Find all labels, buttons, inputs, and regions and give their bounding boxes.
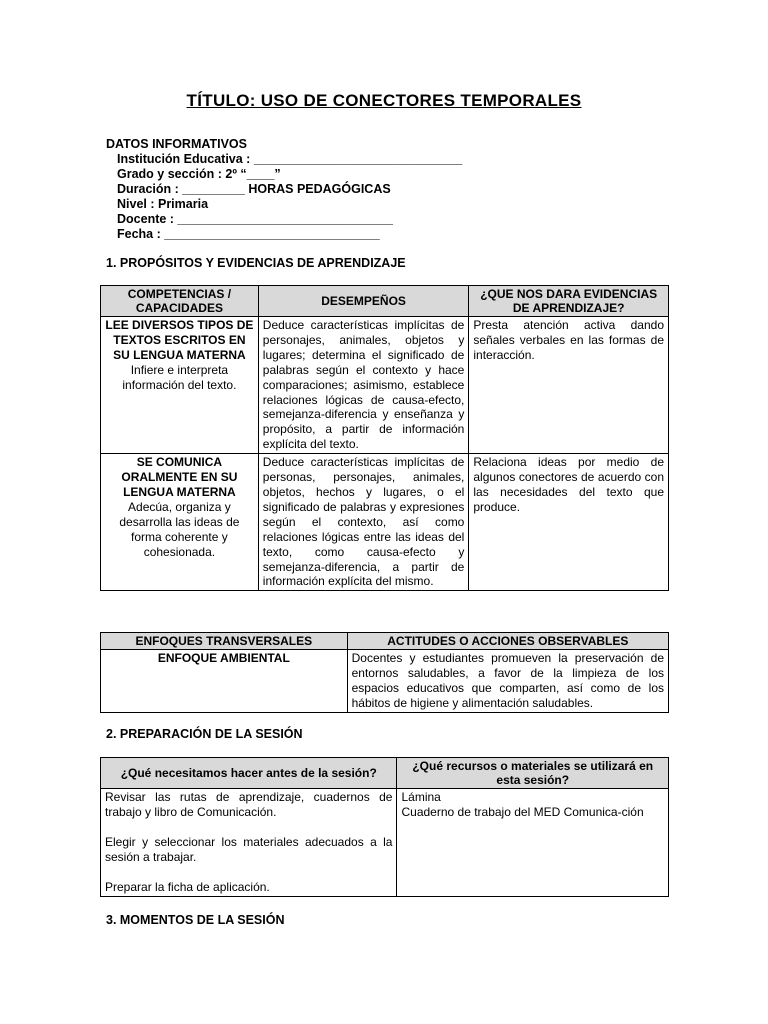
recursos-cell xyxy=(397,789,669,897)
antes-item: Revisar las rutas de aprendizaje, cuadernos de trabajo y libro de Comunicación. xyxy=(105,790,393,819)
competencia-label: SE COMUNICA ORALMENTE EN SU LENGUA MATERNA xyxy=(121,455,238,499)
datos-heading: DATOS INFORMATIVOS xyxy=(106,137,247,151)
competencia-label: LEE DIVERSOS TIPOS DE TEXTOS ESCRITOS EN SU LENGUA MATERNA xyxy=(105,318,254,362)
enfoques-table xyxy=(100,632,669,713)
table-row xyxy=(101,789,669,897)
recurso-item: Cuaderno de trabajo del MED Comunica-ción xyxy=(401,804,644,819)
document-title: TÍTULO: USO DE CONECTORES TEMPORALES xyxy=(186,91,582,110)
table-header: ACTITUDES O ACCIONES OBSERVABLES xyxy=(347,633,668,650)
section-2-heading: 2. PREPARACIÓN DE LA SESIÓN xyxy=(106,727,303,741)
table-header: ENFOQUES TRANSVERSALES xyxy=(101,633,348,650)
table-header-row xyxy=(101,633,669,650)
fecha-field: Fecha : _______________________________ xyxy=(117,227,380,241)
table-row xyxy=(101,650,669,713)
table-header-row xyxy=(101,286,669,317)
evidencia-cell: Relaciona ideas por medio de algunos conectores de acuerdo con las necesidades del texto que produce. xyxy=(469,454,669,591)
table-header-row xyxy=(101,758,669,789)
preparacion-table xyxy=(100,757,669,897)
duracion-field: Duración : _________ HORAS PEDAGÓGICAS xyxy=(117,182,391,196)
antes-item: Preparar la ficha de aplicación. xyxy=(105,879,270,894)
actitudes-cell: Docentes y estudiantes promueven la preservación de entornos saludables, a favor de la limpieza de los espacios educativos que comparten, así como de los hábitos de higiene y alimentación saludables. xyxy=(347,650,668,713)
capacidad-label: Infiere e interpreta información del texto. xyxy=(122,362,237,392)
table-header: ¿QUE NOS DARA EVIDENCIAS DE APRENDIZAJE? xyxy=(469,286,669,317)
propositos-table xyxy=(100,285,669,591)
antes-cell xyxy=(101,789,397,897)
section-1-heading: 1. PROPÓSITOS Y EVIDENCIAS DE APRENDIZAJE xyxy=(106,256,406,270)
competencia-cell xyxy=(101,317,259,454)
desempeno-cell: Deduce características implícitas de personas, personajes, animales, objetos, hechos y lugares, o el significado de palabras y expresiones según el contexto, así como relaciones lógicas entre las ideas del texto, como causa-efecto y semejanza-diferencia, a partir de información explícita del mismo. xyxy=(258,454,469,591)
table-header: COMPETENCIAS / CAPACIDADES xyxy=(101,286,259,317)
table-row xyxy=(101,317,669,454)
section-3-heading: 3. MOMENTOS DE LA SESIÓN xyxy=(106,913,285,927)
institucion-field: Institución Educativa : ______________________________ xyxy=(117,152,463,166)
antes-item: Elegir y seleccionar los materiales adecuados a la sesión a trabajar. xyxy=(105,834,393,864)
grado-field: Grado y sección : 2º “____” xyxy=(117,167,281,181)
table-row xyxy=(101,454,669,591)
table-header: DESEMPEÑOS xyxy=(258,286,469,317)
table-header: ¿Qué recursos o materiales se utilizará en esta sesión? xyxy=(397,758,669,789)
datos-informativos xyxy=(106,137,462,242)
table-header: ¿Qué necesitamos hacer antes de la sesión? xyxy=(101,758,397,789)
evidencia-cell: Presta atención activa dando señales verbales en las formas de interacción. xyxy=(469,317,669,454)
competencia-cell xyxy=(101,454,259,591)
desempeno-cell: Deduce características implícitas de personajes, animales, objetos y lugares; determina el significado de palabras según el contexto y hace comparaciones; asimismo, establece relaciones lógicas de causa-efecto, semejanza-diferencia y enseñanza y propósito, a partir de información explícita del texto. xyxy=(258,317,469,454)
nivel-field: Nivel : Primaria xyxy=(117,197,209,211)
capacidad-label: Adecúa, organiza y desarrolla las ideas de forma coherente y cohesionada. xyxy=(119,499,240,559)
enfoque-cell: ENFOQUE AMBIENTAL xyxy=(101,650,348,713)
docente-field: Docente : _______________________________ xyxy=(117,212,393,226)
recurso-item: Lámina xyxy=(401,790,441,804)
